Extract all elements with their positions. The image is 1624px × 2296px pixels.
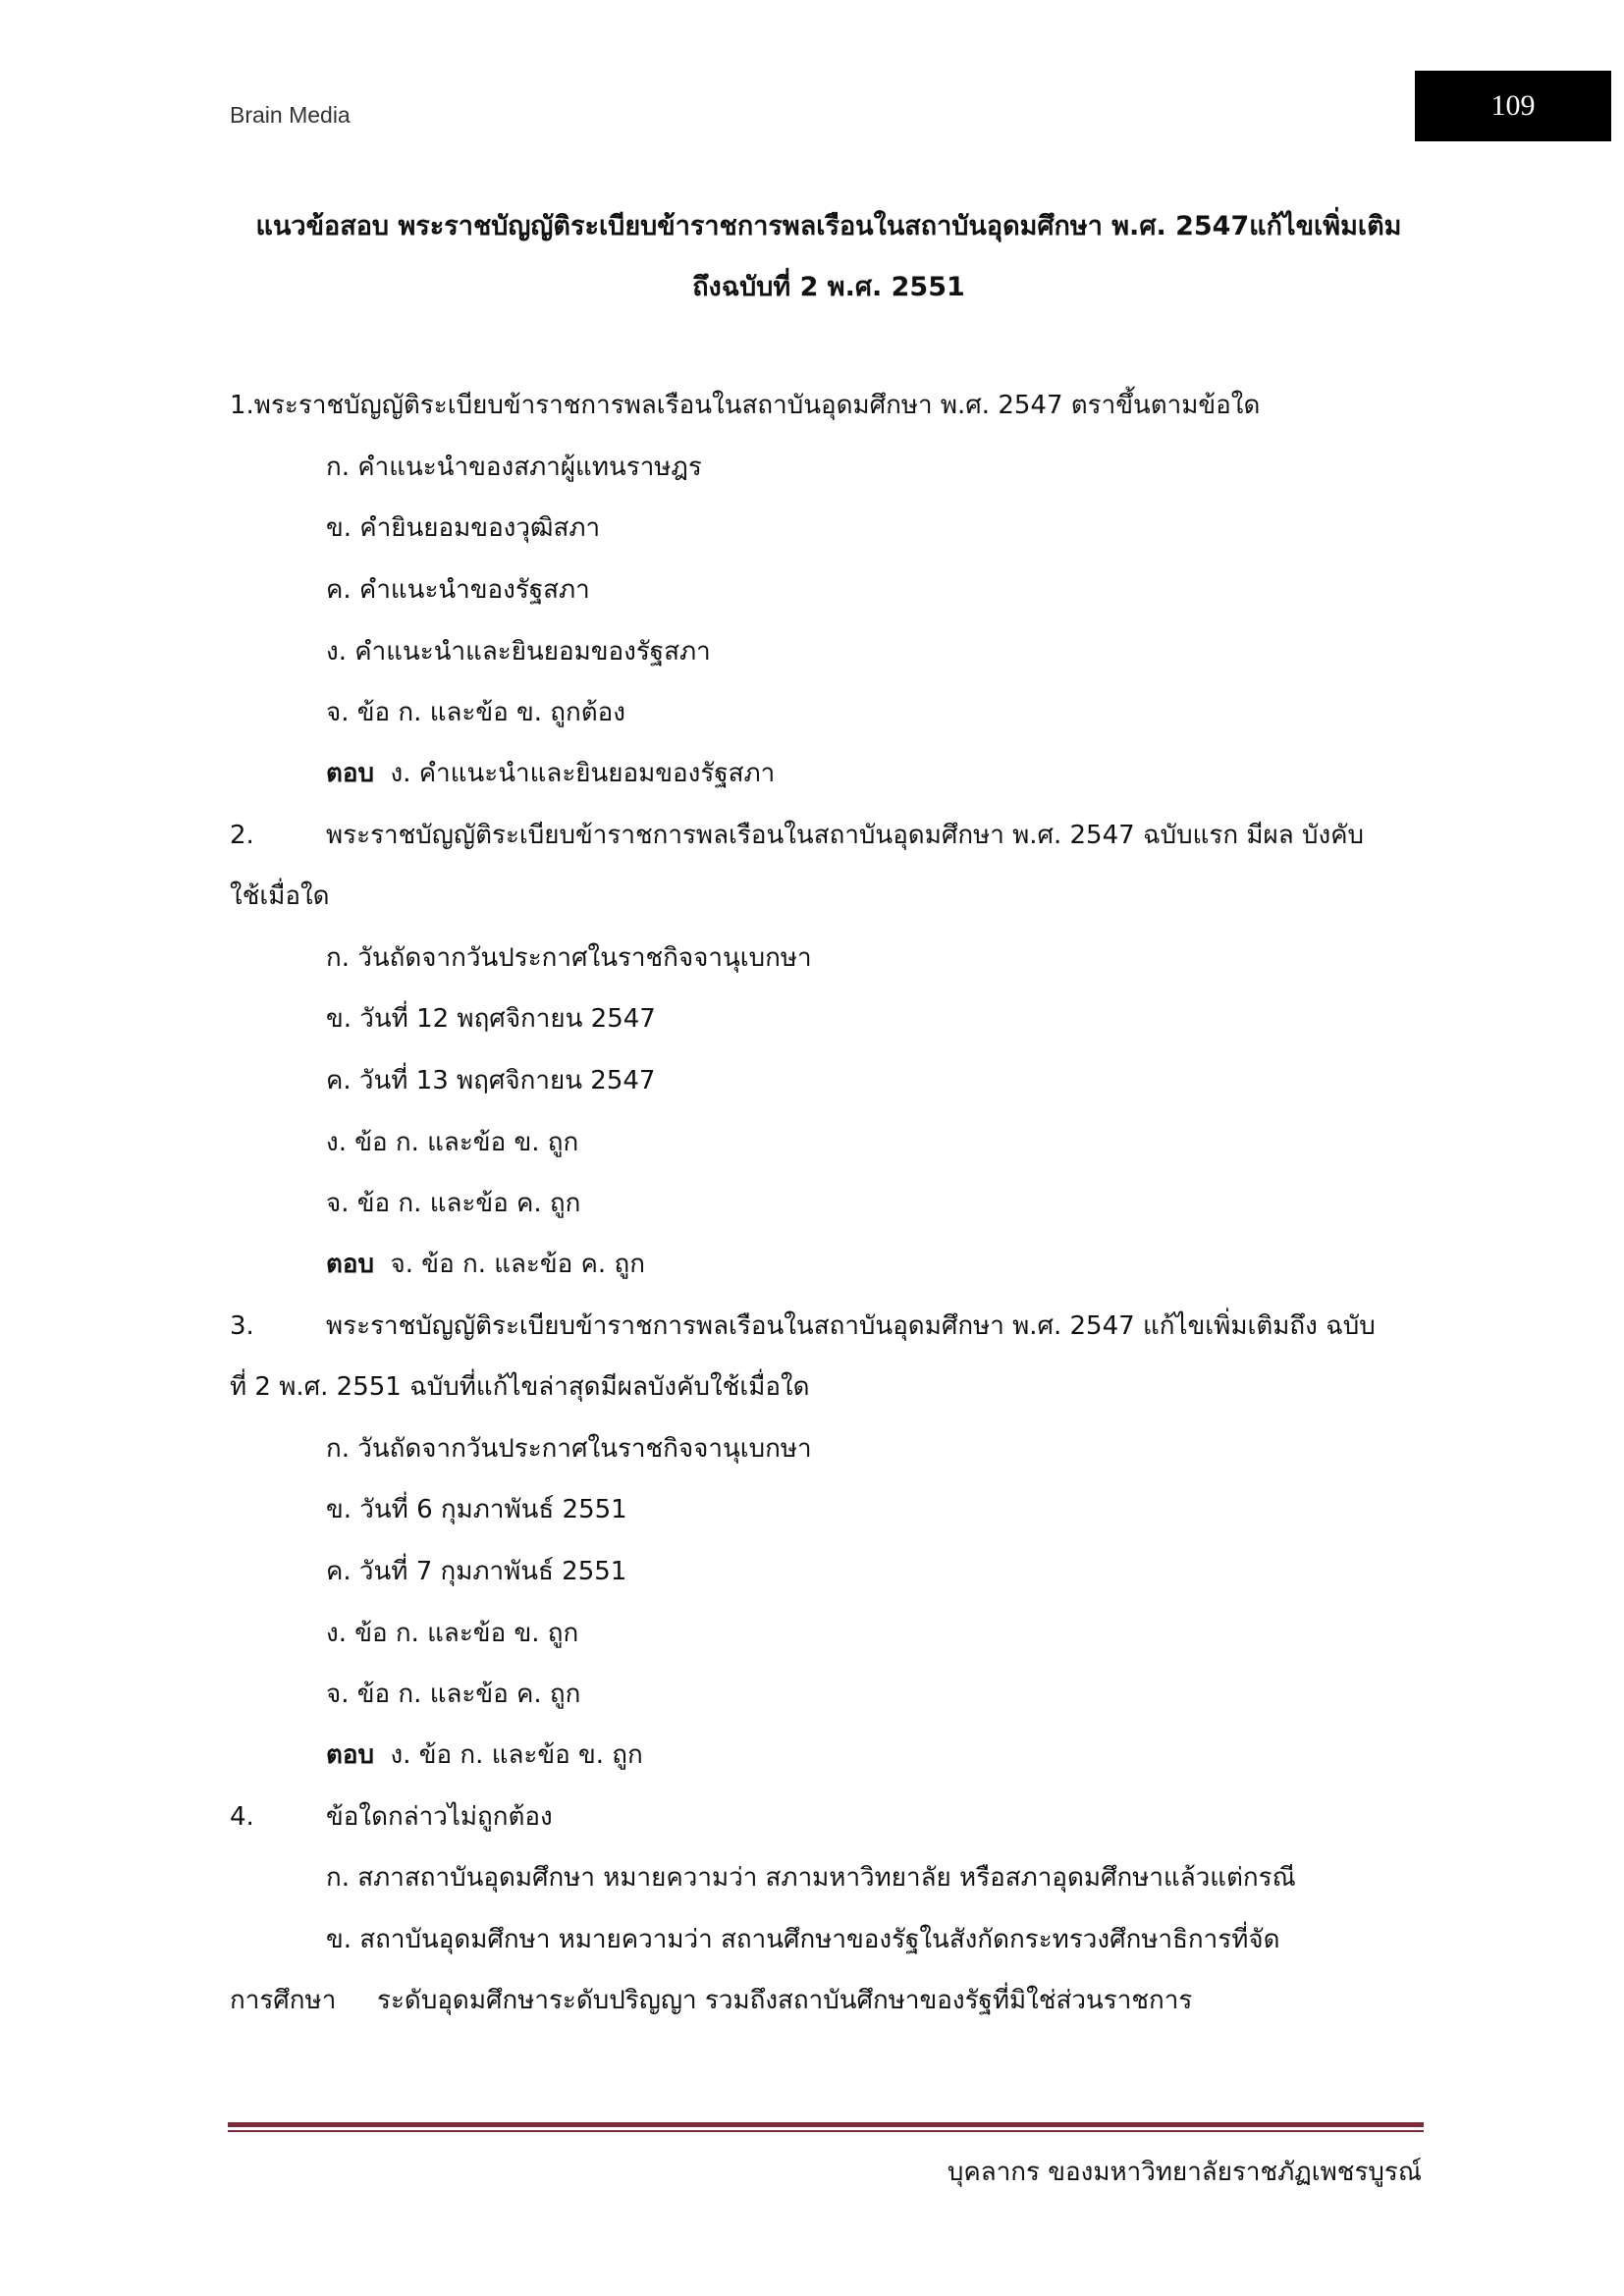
- question-3-text-line-1: พระราชบัญญัติระเบียบข้าราชการพลเรือนในสถาบันอุดมศึกษา พ.ศ. 2547 แก้ไขเพิ่มเติมถึง ฉบับ: [326, 1311, 1376, 1341]
- option-text: ข. คำยินยอมของวุฒิสภา: [326, 513, 601, 543]
- option-text: ค. คำแนะนำของรัฐสภา: [326, 575, 590, 605]
- question-2-text-line-1: พระราชบัญญัติระเบียบข้าราชการพลเรือนในสถาบันอุดมศึกษา พ.ศ. 2547 ฉบับแรก มีผล บังคับ: [326, 821, 1365, 850]
- question-number: 4.: [230, 1802, 254, 1832]
- option-text: ข. วันที่ 12 พฤศจิกายน 2547: [326, 1004, 656, 1034]
- option-text: ระดับอุดมศึกษาระดับปริญญา รวมถึงสถาบันศึกษาของรัฐที่มิใช่ส่วนราชการ: [377, 1986, 1193, 2015]
- question-1-text: 1.พระราชบัญญัติระเบียบข้าราชการพลเรือนในสถาบันอุดมศึกษา พ.ศ. 2547 ตราขึ้นตามข้อใด: [230, 391, 1261, 420]
- answer-label: ตอบ: [326, 759, 375, 788]
- option-text: ข. วันที่ 6 กุมภาพันธ์ 2551: [326, 1495, 627, 1524]
- option-text: จ. ข้อ ก. และข้อ ค. ถูก: [326, 1189, 581, 1218]
- footer-divider: [228, 2122, 1424, 2127]
- option-text: ค. วันที่ 7 กุมภาพันธ์ 2551: [326, 1557, 627, 1586]
- question-number: 2.: [230, 821, 254, 850]
- question-2-text-line-2: ใช้เมื่อใด: [230, 881, 330, 911]
- answer-label: ตอบ: [326, 1740, 375, 1770]
- option-text: จ. ข้อ ก. และข้อ ค. ถูก: [326, 1680, 581, 1709]
- question-number: 3.: [230, 1311, 254, 1341]
- option-text: การศึกษา: [230, 1986, 337, 2015]
- question-3-text-line-2: ที่ 2 พ.ศ. 2551 ฉบับที่แก้ไขล่าสุดมีผลบังคับใช้เมื่อใด: [230, 1372, 810, 1402]
- answer-text: ง. ข้อ ก. และข้อ ข. ถูก: [390, 1740, 643, 1770]
- footer-divider: [228, 2130, 1424, 2132]
- option-text: ก. คำแนะนำของสภาผู้แทนราษฎร: [326, 453, 702, 482]
- option-text: จ. ข้อ ก. และข้อ ข. ถูกต้อง: [326, 698, 625, 727]
- header-brand: Brain Media: [230, 102, 351, 128]
- footer-text: บุคลากร ของมหาวิทยาลัยราชภัฏเพชรบูรณ์: [947, 2158, 1422, 2187]
- option-text: ง. คำแนะนำและยินยอมของรัฐสภา: [326, 637, 711, 667]
- answer-label: ตอบ: [326, 1250, 375, 1279]
- option-text: ก. วันถัดจากวันประกาศในราชกิจจานุเบกษา: [326, 1434, 812, 1464]
- option-text: ข. สถาบันอุดมศึกษา หมายความว่า สถานศึกษาของรัฐในสังกัดกระทรวงศึกษาธิการที่จัด: [326, 1925, 1280, 1954]
- question-4-text: ข้อใดกล่าวไม่ถูกต้อง: [326, 1802, 553, 1832]
- option-text: ค. วันที่ 13 พฤศจิกายน 2547: [326, 1066, 656, 1095]
- answer-text: ง. คำแนะนำและยินยอมของรัฐสภา: [390, 759, 776, 788]
- option-text: ง. ข้อ ก. และข้อ ข. ถูก: [326, 1128, 579, 1157]
- option-text: ก. สภาสถาบันอุดมศึกษา หมายความว่า สภามหาวิทยาลัย หรือสภาอุดมศึกษาแล้วแต่กรณี: [326, 1863, 1296, 1893]
- option-text: ก. วันถัดจากวันประกาศในราชกิจจานุเบกษา: [326, 943, 812, 973]
- option-text: ง. ข้อ ก. และข้อ ข. ถูก: [326, 1619, 579, 1648]
- answer-text: จ. ข้อ ก. และข้อ ค. ถูก: [390, 1250, 645, 1279]
- document-title-line-2: ถึงฉบับที่ 2 พ.ศ. 2551: [692, 272, 965, 302]
- page-number: 109: [1415, 71, 1611, 141]
- document-title-line-1: แนวข้อสอบ พระราชบัญญัติระเบียบข้าราชการพลเรือนในสถาบันอุดมศึกษา พ.ศ. 2547แก้ไขเพิ่มเติม: [255, 211, 1402, 241]
